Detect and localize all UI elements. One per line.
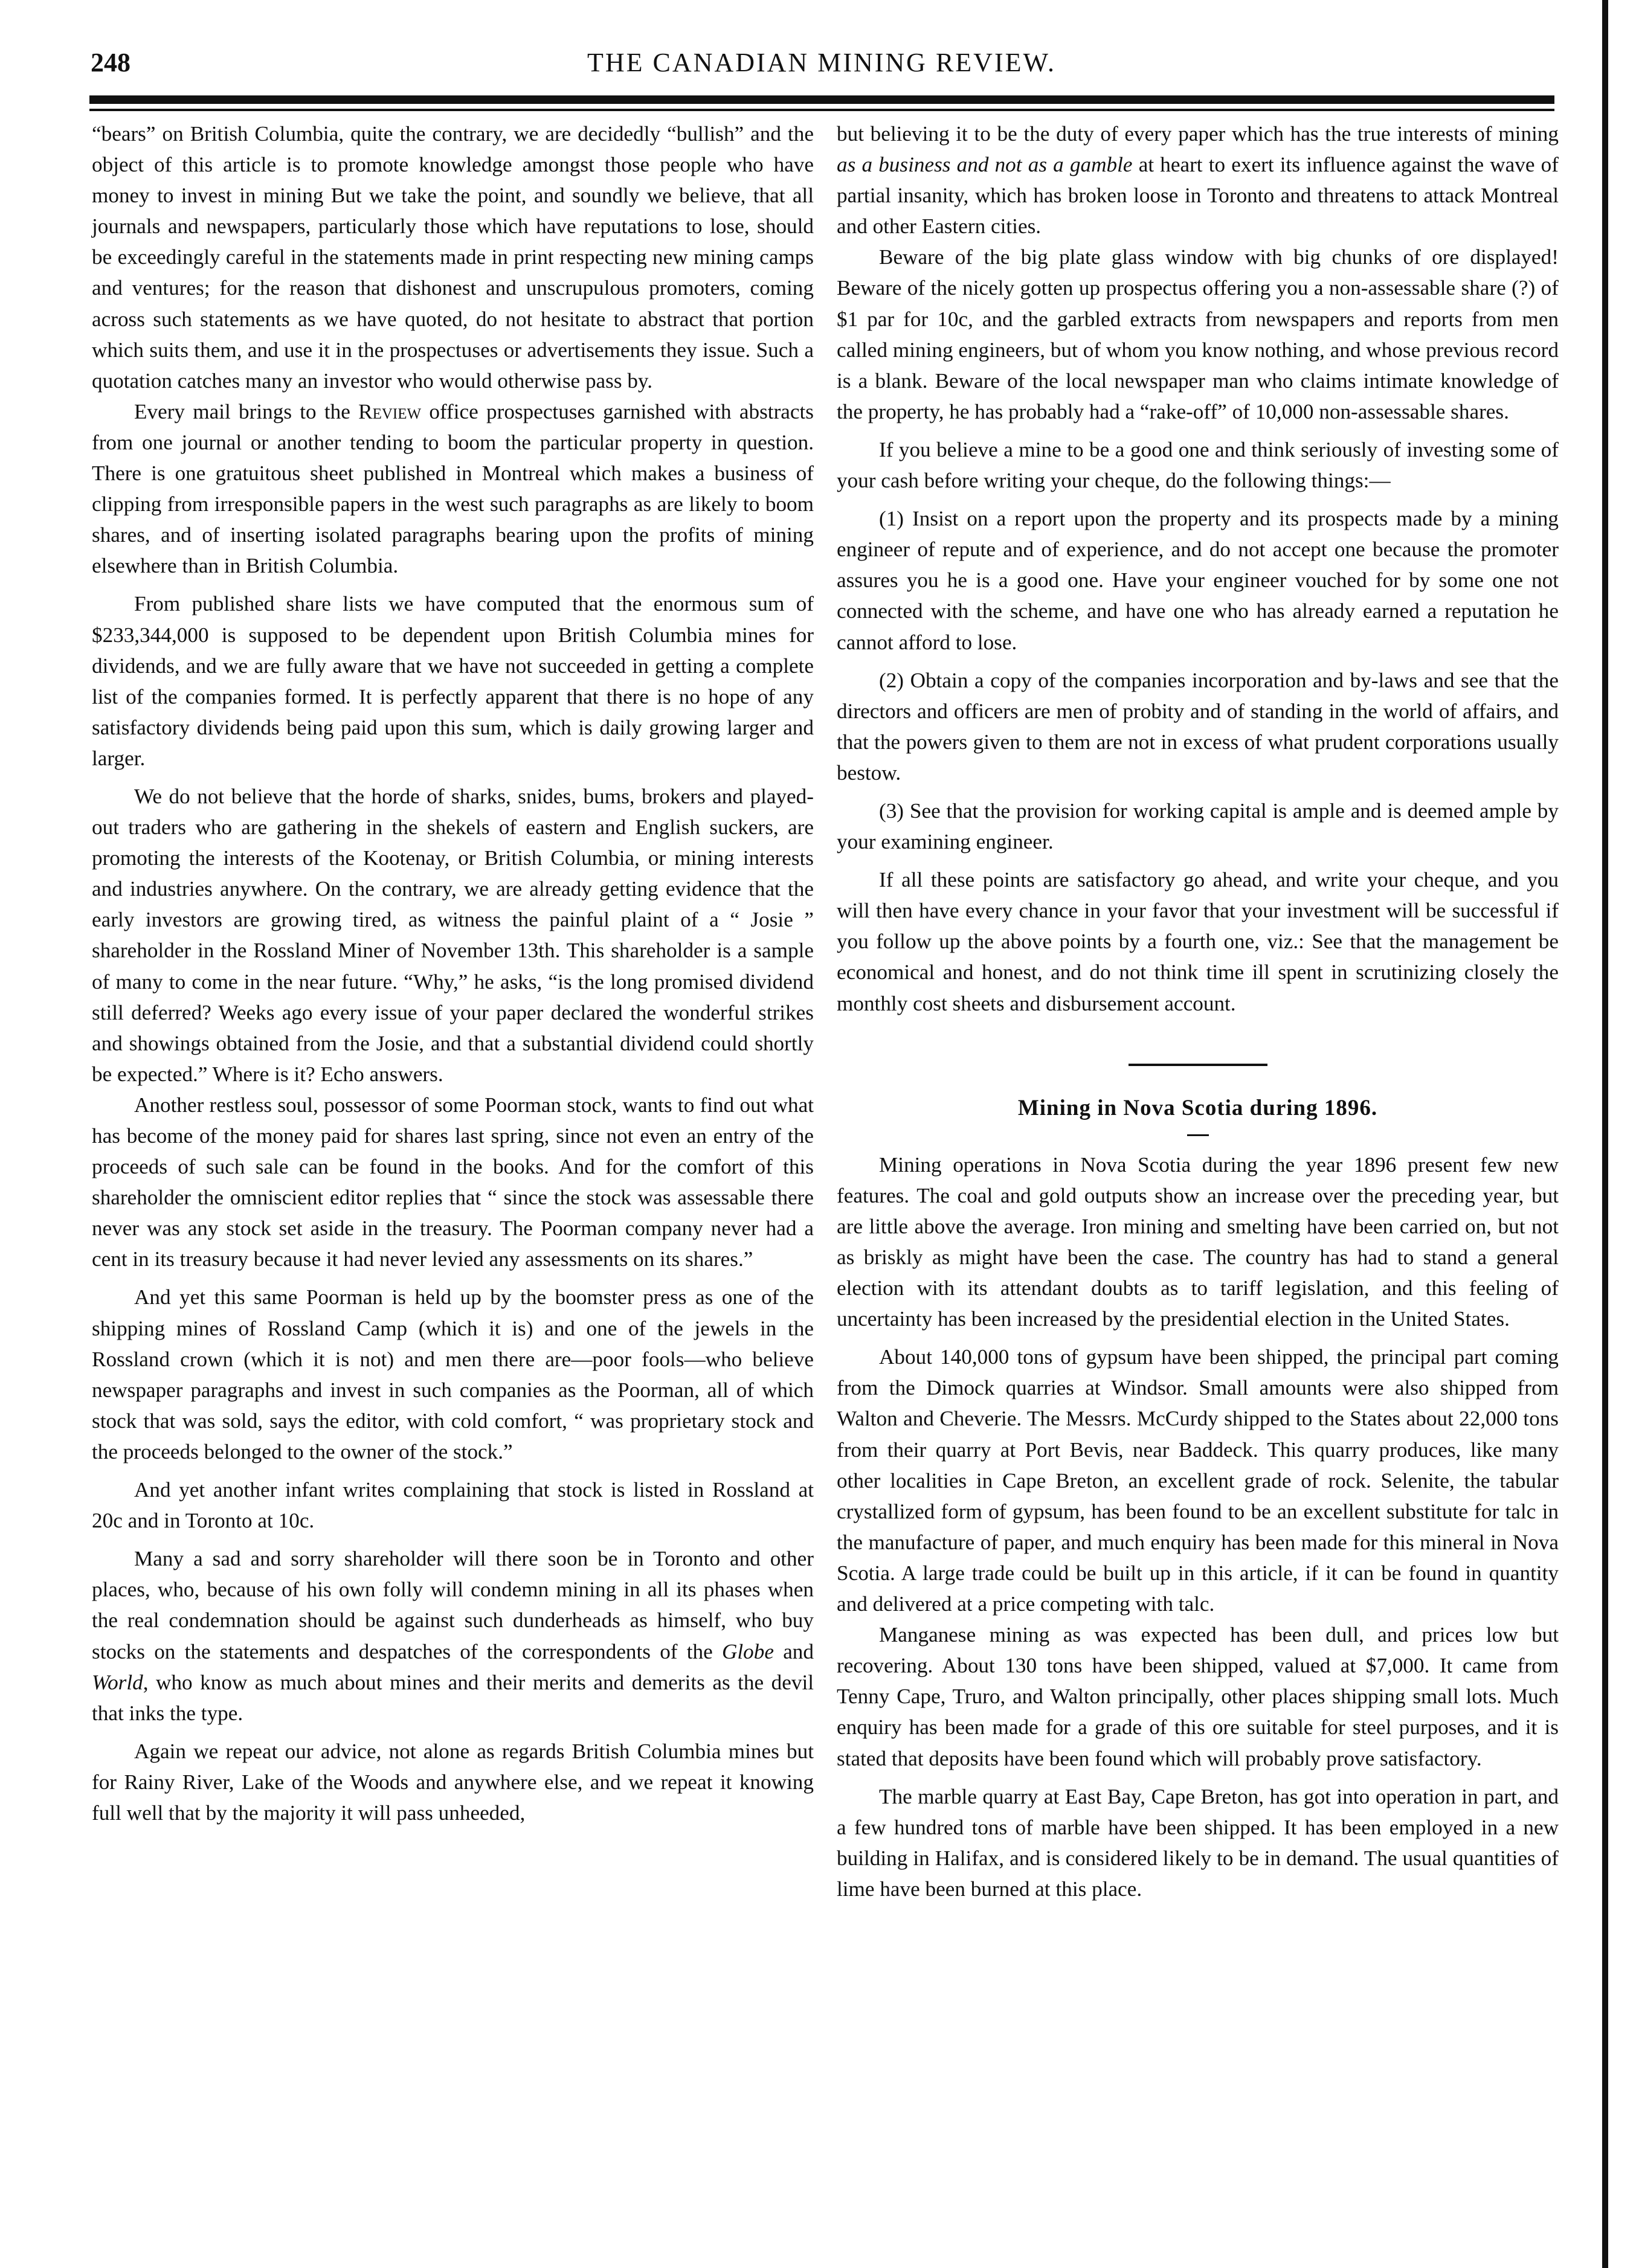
paragraph: (3) See that the provision for working capital is ample and is deemed ample by your examining engineer. (837, 798, 1559, 854)
paragraph: The marble quarry at East Bay, Cape Breton, has got into operation in part, and a few hundred tons of marble have been shipped. It has been employed in a new building in Halifax, and is considered likely to be in demand. The usual quantities of lime have been burned at this place. (837, 1784, 1559, 1901)
header-rule-thick (89, 95, 1554, 104)
review-name: Review (358, 399, 422, 423)
emphasis: as a business and not as a gamble (837, 153, 1133, 177)
text-run: Every mail brings to the (134, 399, 359, 423)
newspaper-name: World (92, 1670, 143, 1694)
paragraph: Another restless soul, possessor of some Poorman stock, wants to find out what has become of the money paid for shares last spring, since not even an entry of the proceeds of such sale can be found in the books. And for the comfort of this shareholder the omniscient editor replies that “ since the stock was assessable there never was any stock set aside in the treasury. The Poorman company never had a cent in its treasury because it had never levied any assessments on its shares.” (92, 1093, 814, 1271)
text-run: but believing it to be the duty of every paper which has the true interests of mining (837, 122, 1559, 146)
page-header (85, 47, 1559, 89)
newspaper-name: Globe (721, 1639, 774, 1663)
paragraph (92, 1543, 814, 1729)
paragraph: Again we repeat our advice, not alone as regards British Columbia mines but for Rainy River, Lake of the Woods and anywhere else, and we repeat it knowing full well that by the majority it will pass unheeded, (92, 1739, 814, 1825)
paragraph: About 140,000 tons of gypsum have been shipped, the principal part coming from the Dimock quarries at Windsor. Small amounts were also shipped from Walton and Cheverie. The Messrs. McCurdy shipped to the States about 22,000 tons from their quarry at Port Bevis, near Baddeck. This quarry produces, like many other localities in Cape Breton, an excellent grade of rock. Selenite, the tabular crystallized form of gypsum, has been found to be an excellent substitute for talc in the manufacture of paper, and much enquiry has been made for this mineral in Nova Scotia. A large trade could be built up in this article, if it can be found in quantity and delivered at a price competing with talc. (837, 1345, 1559, 1616)
paragraph: (1) Insist on a report upon the property and its prospects made by a mining engineer of repute and of experience, and do not accept one because the promoter assures you he is a good one. Have your engineer vouched for by some one not connected with the scheme, and have one who has already earned a reputation he cannot afford to lose. (837, 507, 1559, 654)
paragraph: (2) Obtain a copy of the companies incorporation and by-laws and see that the directors and officers are men of probity and of standing in the world of affairs, and that the powers given to them are not in excess of what prudent corporations usually bestow. (837, 668, 1559, 785)
section-title: Mining in Nova Scotia during 1896. (1017, 1095, 1378, 1120)
text-run: , who know as much about mines and their merits and demerits as the devil that inks the type. (92, 1670, 814, 1725)
paragraph (837, 118, 1559, 242)
paragraph: And yet this same Poorman is held up by the boomster press as one of the shipping mines of Rossland Camp (which it is) and one of the jewels in the Rossland crown (which it is not) and men there are—poor fools—who believe newspaper paragraphs and invest in such companies as the Poorman, all of which stock that was sold, says the editor, with cold comfort, “ was proprietary stock and the proceeds belonged to the owner of the stock.” (92, 1285, 814, 1463)
left-column (92, 118, 814, 1828)
text-run: and (773, 1639, 814, 1663)
section-divider (1129, 1064, 1267, 1066)
paragraph: If all these points are satisfactory go ahead, and write your cheque, and you will then have every chance in your favor that your investment will be successful if you follow up the above points by a fourth one, viz.: See that the management be economical and honest, and do not think time ill spent in scrutinizing closely the monthly cost sheets and disbursement account. (837, 868, 1559, 1015)
text-run: at heart to exert its influence against the wave of partial insanity, which has broken loose in Toronto and threatens to attack Montreal and other Eastern cities. (837, 153, 1559, 239)
paragraph: We do not believe that the horde of sharks, snides, bums, brokers and played-out traders who are gathering in the shekels of eastern and English suckers, are promoting the interests of the Kootenay, or British Columbia, or mining interests and industries anywhere. On the contrary, we are already getting evidence that the early investors are growing tired, as witness the painful plaint of a “ Josie ” shareholder in the Rossland Miner of November 13th. This shareholder is a sample of many to come in the near future. “Why,” he asks, “is the long promised dividend still deferred? Weeks ago every issue of your paper declared the wonderful strikes and showings obtained from the Josie, and that a substantial dividend could shortly be expected.” Where is it? Echo answers. (92, 784, 814, 1086)
page-edge-bar (1602, 0, 1608, 2268)
paragraph: If you believe a mine to be a good one and think seriously of investing some of your cash before writing your cheque, do the following things:— (837, 437, 1559, 493)
paragraph: Beware of the big plate glass window with big chunks of ore displayed! Beware of the nicely gotten up prospectus offering you a non-assessable share (?) of $1 par for 10c, and the garbled extracts from newspapers and reports from men called mining engineers, but of whom you know nothing, and whose previous record is a blank. Beware of the local newspaper man who claims intimate knowledge of the property, he has probably had a “rake-off” of 10,000 non-assessable shares. (837, 245, 1559, 423)
paragraph: Manganese mining as was expected has been dull, and prices low but recovering. About 130 tons have been shipped, valued at $7,000. It came from Tenny Cape, Truro, and Walton principally, other places shipping small lots. Much enquiry has been made for a grade of this ore suitable for steel purposes, and it is stated that deposits have been found which will probably prove satisfactory. (837, 1623, 1559, 1770)
paragraph: From published share lists we have computed that the enormous sum of $233,344,000 is supposed to be dependent upon British Columbia mines for dividends, and we are fully aware that we have not succeeded in getting a complete list of the companies formed. It is perfectly apparent that there is no hope of any satisfactory dividends being paid upon this sum, which is daily growing larger and larger. (92, 592, 814, 770)
header-rule-thin (89, 109, 1554, 111)
title-dash (1187, 1134, 1209, 1136)
running-head: THE CANADIAN MINING REVIEW. (587, 48, 1056, 77)
text-run: office prospectuses garnished with abstracts from one journal or another tending to boom the particular property in question. There is one gratuitous sheet published in Montreal which makes a business of clipping from irresponsible papers in the west such paragraphs as are likely to boom shares, and of inserting isolated paragraphs bearing upon the profits of mining elsewhere than in British Columbia. (92, 399, 814, 578)
paragraph: “bears” on British Columbia, quite the contrary, we are decidedly “bullish” and the object of this article is to promote knowledge amongst those people who have money to invest in mining But we take the point, and soundly we believe, that all journals and newspapers, particularly those which have reputations to lose, should be exceedingly careful in the statements made in print respecting new mining camps and ventures; for the reason that dishonest and unscrupulous promoters, coming across such statements as we have quoted, do not hesitate to abstract that portion which suits them, and use it in the prospectuses or advertisements they issue. Such a quotation catches many an investor who would otherwise pass by. (92, 122, 814, 393)
right-column (837, 118, 1559, 1904)
paragraph: Mining operations in Nova Scotia during the year 1896 present few new features. The coal and gold outputs show an increase over the preceding year, but are little above the average. Iron mining and smelting have been carried on, but not as briskly as might have been the case. The country has had to stand a general election with its attendant doubts as to tariff legislation, and this feeling of uncertainty has been increased by the presidential election in the United States. (837, 1152, 1559, 1331)
paragraph (92, 396, 814, 582)
text-run: Many a sad and sorry shareholder will there soon be in Toronto and other places, who, because of his own folly will condemn mining in all its phases when the real condemnation should be against such dunderheads as himself, who buy stocks on the statements and despatches of the correspondents of the (92, 1547, 814, 1663)
paragraph: And yet another infant writes complaining that stock is listed in Rossland at 20c and in Toronto at 10c. (92, 1478, 814, 1533)
page-number: 248 (91, 48, 130, 77)
